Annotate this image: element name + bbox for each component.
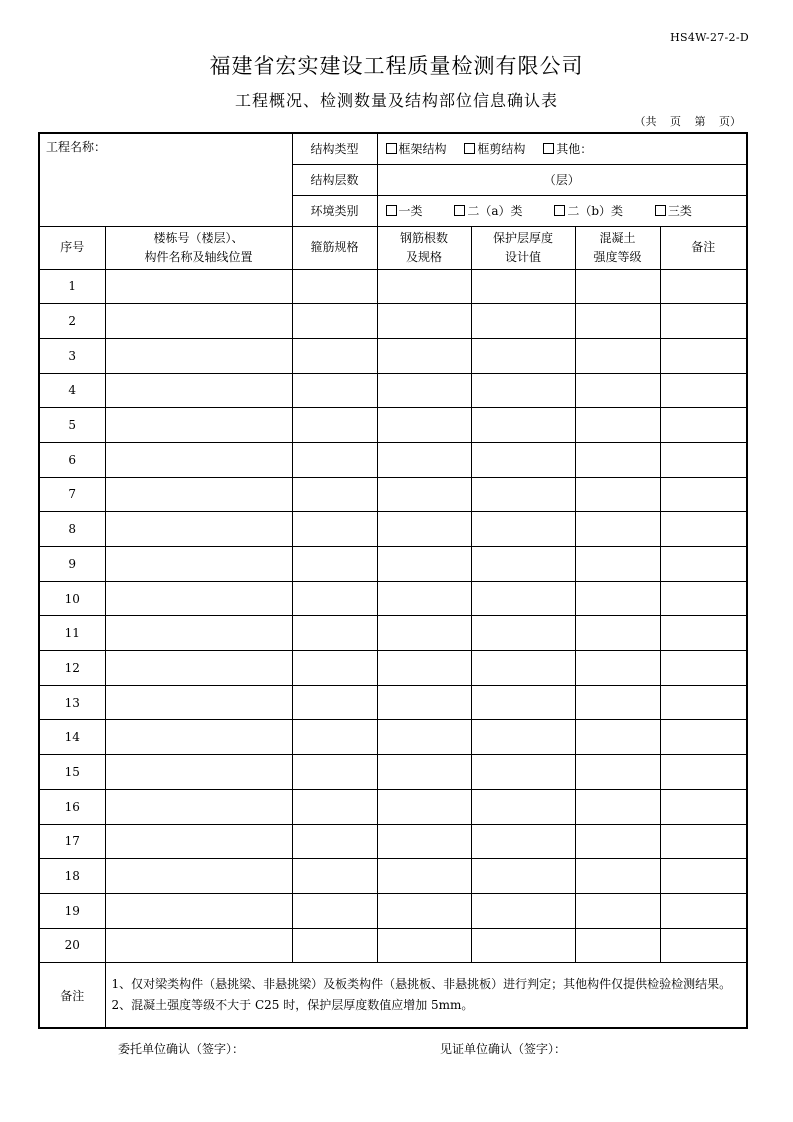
table-cell[interactable] — [377, 720, 471, 755]
table-cell[interactable] — [575, 304, 660, 339]
table-cell[interactable] — [660, 928, 747, 963]
option-frame-shear[interactable]: 框剪结构 — [464, 140, 525, 157]
project-name-cell[interactable] — [39, 133, 292, 226]
table-cell[interactable] — [660, 408, 747, 443]
table-cell[interactable] — [660, 720, 747, 755]
table-cell[interactable] — [575, 755, 660, 790]
checkbox-icon[interactable] — [386, 205, 397, 216]
table-cell[interactable] — [471, 859, 575, 894]
table-cell[interactable] — [660, 685, 747, 720]
table-cell[interactable] — [377, 304, 471, 339]
table-cell[interactable] — [471, 720, 575, 755]
table-cell[interactable] — [105, 928, 292, 963]
table-cell[interactable] — [105, 685, 292, 720]
table-cell[interactable] — [377, 547, 471, 582]
checkbox-icon[interactable] — [454, 205, 465, 216]
table-cell[interactable] — [377, 755, 471, 790]
client-signature-label: 委托单位确认（签字）： — [118, 1042, 245, 1056]
table-cell[interactable] — [105, 616, 292, 651]
row-number: 3 — [39, 338, 105, 373]
header-stirrup: 箍筋规格 — [292, 226, 377, 269]
table-cell[interactable] — [105, 581, 292, 616]
table-cell[interactable] — [575, 720, 660, 755]
table-cell[interactable] — [292, 685, 377, 720]
table-cell[interactable] — [575, 373, 660, 408]
table-cell[interactable] — [377, 651, 471, 686]
table-cell[interactable] — [105, 477, 292, 512]
option-class-1[interactable]: 一类 — [386, 202, 423, 219]
environment-options — [377, 195, 747, 226]
table-row — [39, 824, 747, 859]
table-cell[interactable] — [377, 928, 471, 963]
row-number: 9 — [39, 547, 105, 582]
environment-label: 环境类别 — [292, 195, 377, 226]
table-cell[interactable] — [377, 338, 471, 373]
table-cell[interactable] — [292, 304, 377, 339]
row-number: 12 — [39, 651, 105, 686]
structure-floors-value[interactable]: （层） — [377, 164, 747, 195]
table-row — [39, 755, 747, 790]
table-cell[interactable] — [377, 824, 471, 859]
table-cell[interactable] — [377, 477, 471, 512]
table-cell[interactable] — [575, 824, 660, 859]
table-cell[interactable] — [105, 304, 292, 339]
table-row — [39, 928, 747, 963]
option-other[interactable]: 其他： — [543, 140, 592, 157]
table-row — [39, 373, 747, 408]
page-count: （共 页 第 页） — [634, 115, 741, 128]
table-row — [39, 616, 747, 651]
table-row — [39, 338, 747, 373]
table-cell[interactable] — [471, 824, 575, 859]
table-row — [39, 547, 747, 582]
row-number: 8 — [39, 512, 105, 547]
header-rebar: 钢筋根数 及规格 — [377, 226, 471, 269]
table-cell[interactable] — [575, 685, 660, 720]
option-class-2b[interactable]: 二（b）类 — [554, 202, 623, 219]
confirmation-table — [38, 132, 748, 1029]
table-cell[interactable] — [471, 304, 575, 339]
table-cell[interactable] — [292, 755, 377, 790]
row-number: 6 — [39, 442, 105, 477]
header-seq: 序号 — [39, 226, 105, 269]
table-cell[interactable] — [377, 408, 471, 443]
table-cell[interactable] — [377, 893, 471, 928]
table-cell[interactable] — [575, 408, 660, 443]
table-cell[interactable] — [471, 685, 575, 720]
table-row — [39, 720, 747, 755]
table-cell[interactable] — [471, 581, 575, 616]
table-cell[interactable] — [660, 442, 747, 477]
table-cell[interactable] — [105, 720, 292, 755]
header-cover: 保护层厚度 设计值 — [471, 226, 575, 269]
table-cell[interactable] — [292, 720, 377, 755]
table-cell[interactable] — [292, 547, 377, 582]
table-cell[interactable] — [575, 616, 660, 651]
table-cell[interactable] — [105, 442, 292, 477]
table-cell[interactable] — [105, 859, 292, 894]
table-cell[interactable] — [575, 928, 660, 963]
table-cell[interactable] — [575, 512, 660, 547]
table-cell[interactable] — [575, 442, 660, 477]
table-cell[interactable] — [292, 373, 377, 408]
company-title: 福建省宏实建设工程质量检测有限公司 — [209, 54, 584, 78]
table-cell[interactable] — [377, 269, 471, 304]
header-member: 楼栋号（楼层）、 构件名称及轴线位置 — [105, 226, 292, 269]
table-header-row — [39, 226, 747, 269]
table-cell[interactable] — [292, 616, 377, 651]
table-cell[interactable] — [660, 755, 747, 790]
table-cell[interactable] — [105, 373, 292, 408]
table-cell[interactable] — [292, 893, 377, 928]
table-cell[interactable] — [660, 269, 747, 304]
table-cell[interactable] — [575, 893, 660, 928]
table-cell[interactable] — [660, 824, 747, 859]
row-number: 1 — [39, 269, 105, 304]
table-row — [39, 304, 747, 339]
table-cell[interactable] — [377, 859, 471, 894]
table-cell[interactable] — [471, 269, 575, 304]
table-cell[interactable] — [660, 581, 747, 616]
note-1: 1、仅对梁类构件（悬挑梁、非悬挑梁）及板类构件（悬挑板、非悬挑板）进行判定；其他构件仅提供检验检测结果。 — [111, 977, 732, 991]
row-number: 17 — [39, 824, 105, 859]
table-cell[interactable] — [105, 893, 292, 928]
table-row — [39, 581, 747, 616]
table-cell[interactable] — [105, 547, 292, 582]
table-cell[interactable] — [292, 269, 377, 304]
header-concrete: 混凝土 强度等级 — [575, 226, 660, 269]
option-class-3[interactable]: 三类 — [655, 202, 692, 219]
table-cell[interactable] — [660, 477, 747, 512]
table-cell[interactable] — [471, 408, 575, 443]
table-cell[interactable] — [575, 581, 660, 616]
table-cell[interactable] — [575, 789, 660, 824]
table-cell[interactable] — [471, 928, 575, 963]
table-cell[interactable] — [660, 789, 747, 824]
table-row — [39, 651, 747, 686]
notes-label: 备注 — [39, 963, 105, 1028]
table-cell[interactable] — [292, 477, 377, 512]
table-cell[interactable] — [292, 928, 377, 963]
table-row — [39, 789, 747, 824]
row-number: 7 — [39, 477, 105, 512]
row-number: 10 — [39, 581, 105, 616]
option-class-2a[interactable]: 二（a）类 — [454, 202, 522, 219]
table-cell[interactable] — [471, 442, 575, 477]
checkbox-icon[interactable] — [554, 205, 565, 216]
table-cell[interactable] — [471, 651, 575, 686]
row-number: 20 — [39, 928, 105, 963]
table-cell[interactable] — [660, 512, 747, 547]
table-row — [39, 269, 747, 304]
table-cell[interactable] — [575, 859, 660, 894]
table-cell[interactable] — [377, 442, 471, 477]
table-cell[interactable] — [660, 859, 747, 894]
table-cell[interactable] — [377, 789, 471, 824]
row-number: 2 — [39, 304, 105, 339]
option-frame[interactable]: 框架结构 — [386, 140, 447, 157]
table-cell[interactable] — [471, 547, 575, 582]
table-cell[interactable] — [105, 651, 292, 686]
checkbox-icon[interactable] — [464, 143, 475, 154]
table-cell[interactable] — [471, 512, 575, 547]
table-cell[interactable] — [660, 547, 747, 582]
table-cell[interactable] — [660, 304, 747, 339]
note-2: 2、混凝土强度等级不大于 C25 时，保护层厚度数值应增加 5mm。 — [111, 998, 474, 1012]
table-cell[interactable] — [292, 512, 377, 547]
table-cell[interactable] — [105, 755, 292, 790]
row-number: 16 — [39, 789, 105, 824]
document-code: HS4W-27-2-D — [670, 31, 749, 44]
table-cell[interactable] — [292, 824, 377, 859]
structure-floors-label: 结构层数 — [292, 164, 377, 195]
table-cell[interactable] — [292, 651, 377, 686]
table-cell[interactable] — [292, 789, 377, 824]
table-cell[interactable] — [471, 338, 575, 373]
table-cell[interactable] — [292, 338, 377, 373]
table-cell[interactable] — [471, 755, 575, 790]
table-cell[interactable] — [660, 373, 747, 408]
table-cell[interactable] — [471, 373, 575, 408]
table-row — [39, 477, 747, 512]
table-cell[interactable] — [292, 442, 377, 477]
header-remark: 备注 — [660, 226, 747, 269]
table-cell[interactable] — [575, 338, 660, 373]
row-number: 14 — [39, 720, 105, 755]
checkbox-icon[interactable] — [386, 143, 397, 154]
table-row — [39, 859, 747, 894]
table-cell[interactable] — [292, 581, 377, 616]
notes-content — [105, 963, 747, 1028]
table-cell[interactable] — [292, 408, 377, 443]
notes-row — [39, 963, 747, 1028]
table-row — [39, 442, 747, 477]
table-cell[interactable] — [471, 789, 575, 824]
form-title: 工程概况、检测数量及结构部位信息确认表 — [234, 91, 558, 110]
project-name-label: 工程名称： — [46, 140, 107, 154]
table-row — [39, 893, 747, 928]
table-cell[interactable] — [377, 616, 471, 651]
table-cell[interactable] — [660, 893, 747, 928]
table-cell[interactable] — [292, 859, 377, 894]
row-number: 4 — [39, 373, 105, 408]
table-row — [39, 512, 747, 547]
table-cell[interactable] — [377, 685, 471, 720]
table-cell[interactable] — [471, 893, 575, 928]
table-cell[interactable] — [105, 824, 292, 859]
row-number: 11 — [39, 616, 105, 651]
table-cell[interactable] — [105, 408, 292, 443]
table-cell[interactable] — [105, 512, 292, 547]
table-cell[interactable] — [377, 581, 471, 616]
row-number: 18 — [39, 859, 105, 894]
structure-type-options — [377, 133, 747, 164]
table-cell[interactable] — [575, 477, 660, 512]
row-number: 15 — [39, 755, 105, 790]
table-cell[interactable] — [105, 338, 292, 373]
checkbox-icon[interactable] — [543, 143, 554, 154]
structure-type-label: 结构类型 — [292, 133, 377, 164]
table-cell[interactable] — [471, 616, 575, 651]
table-cell[interactable] — [377, 373, 471, 408]
table-cell[interactable] — [377, 512, 471, 547]
table-cell[interactable] — [471, 477, 575, 512]
checkbox-icon[interactable] — [655, 205, 666, 216]
row-number: 19 — [39, 893, 105, 928]
table-cell[interactable] — [105, 269, 292, 304]
row-number: 5 — [39, 408, 105, 443]
table-cell[interactable] — [660, 651, 747, 686]
table-cell[interactable] — [660, 616, 747, 651]
table-cell[interactable] — [575, 269, 660, 304]
table-row — [39, 685, 747, 720]
table-cell[interactable] — [575, 651, 660, 686]
table-cell[interactable] — [575, 547, 660, 582]
table-row — [39, 408, 747, 443]
row-number: 13 — [39, 685, 105, 720]
table-cell[interactable] — [105, 789, 292, 824]
witness-signature-label: 见证单位确认（签字）： — [440, 1042, 567, 1056]
table-cell[interactable] — [660, 338, 747, 373]
